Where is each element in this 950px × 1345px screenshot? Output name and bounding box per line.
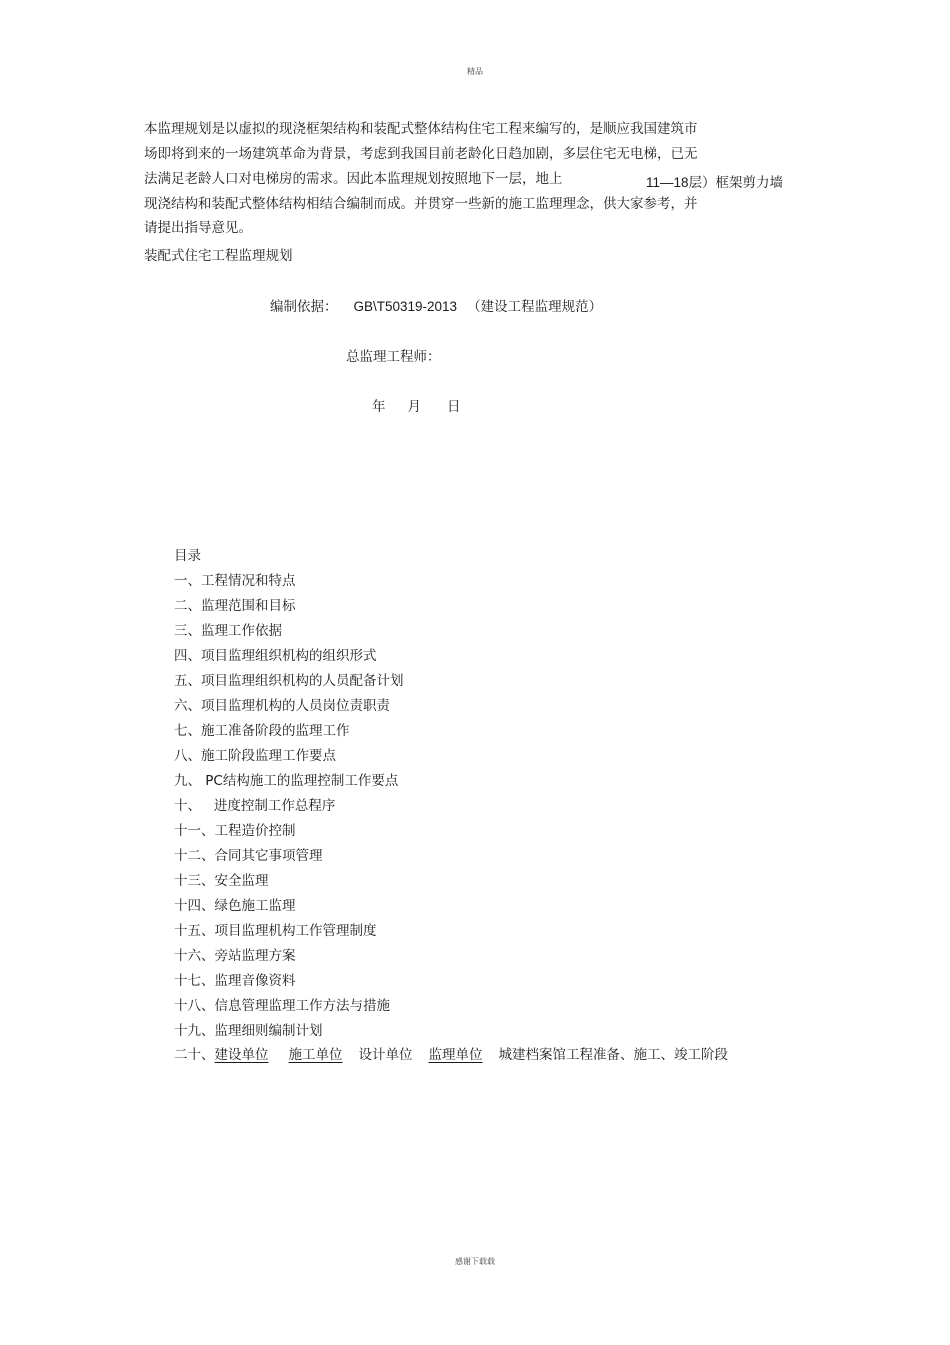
toc-item: 九、 PC结构施工的监理控制工作要点 — [174, 773, 399, 789]
intro-line-4: 现浇结构和装配式整体结构相结合编制而成。并贯穿一些新的施工监理理念，供大家参考，并 — [144, 196, 698, 212]
intro-line-3-tail: 11—18层）框架剪力墙 — [646, 175, 784, 190]
unit-contractor: 施工单位 — [288, 1047, 343, 1063]
toc-last-suffix: 城建档案馆工程准备、施工、竣工阶段 — [498, 1047, 728, 1063]
toc-item: 十八、信息管理监理工作方法与措施 — [174, 998, 390, 1014]
toc-item: 四、项目监理组织机构的组织形式 — [174, 648, 377, 664]
date-month: 月 — [407, 399, 421, 415]
toc-item: 三、监理工作依据 — [174, 623, 282, 639]
intro-line-2: 场即将到来的一场建筑革命为背景，考虑到我国目前老龄化日趋加剧，多层住宅无电梯，已无 — [144, 146, 698, 162]
toc-item: 十二、合同其它事项管理 — [174, 848, 323, 864]
toc-item: 二、监理范围和目标 — [174, 598, 296, 614]
toc-item: 七、施工准备阶段的监理工作 — [174, 723, 350, 739]
toc-item: 十五、项目监理机构工作管理制度 — [174, 923, 377, 939]
basis-name: （建设工程监理规范） — [467, 299, 603, 315]
footer-watermark: 感谢下载载 — [455, 1257, 495, 1266]
toc-item: 六、项目监理机构的人员岗位责职责 — [174, 698, 390, 714]
document-title: 装配式住宅工程监理规划 — [144, 248, 293, 264]
intro-line-5: 请提出指导意见。 — [144, 220, 252, 236]
basis-code: GB\T50319-2013 — [353, 299, 458, 314]
toc-item: 十一、工程造价控制 — [174, 823, 296, 839]
toc-item: 十、 进度控制工作总程序 — [174, 798, 336, 814]
toc-item: 五、项目监理组织机构的人员配备计划 — [174, 673, 404, 689]
toc-item: 十七、监理音像资料 — [174, 973, 296, 989]
unit-construction: 建设单位 — [214, 1047, 269, 1063]
unit-design: 设计单位 — [358, 1047, 413, 1063]
unit-supervision: 监理单位 — [428, 1047, 483, 1063]
intro-line-3: 法满足老龄人口对电梯房的需求。因此本监理规划按照地下一层，地上 — [144, 171, 563, 187]
header-watermark: 精品 — [467, 67, 483, 76]
date-year: 年 — [372, 399, 386, 415]
toc-item: 十九、监理细则编制计划 — [174, 1023, 323, 1039]
toc-item: 十四、绿色施工监理 — [174, 898, 296, 914]
basis-label: 编制依据： — [270, 299, 338, 315]
date-day: 日 — [447, 399, 461, 415]
toc-item: 十三、安全监理 — [174, 873, 269, 889]
intro-line-1: 本监理规划是以虚拟的现浇框架结构和装配式整体结构住宅工程来编写的，是顺应我国建筑市 — [144, 121, 698, 137]
toc-last-prefix: 二十、 — [174, 1047, 215, 1063]
toc-item: 一、工程情况和特点 — [174, 573, 296, 589]
toc-item-last — [174, 1043, 728, 1063]
toc-item: 十六、旁站监理方案 — [174, 948, 296, 964]
chief-engineer-label: 总监理工程师： — [346, 349, 441, 365]
toc-heading: 目录 — [174, 548, 201, 564]
toc-item: 八、施工阶段监理工作要点 — [174, 748, 336, 764]
date-line — [372, 395, 461, 415]
compilation-basis — [270, 295, 602, 315]
